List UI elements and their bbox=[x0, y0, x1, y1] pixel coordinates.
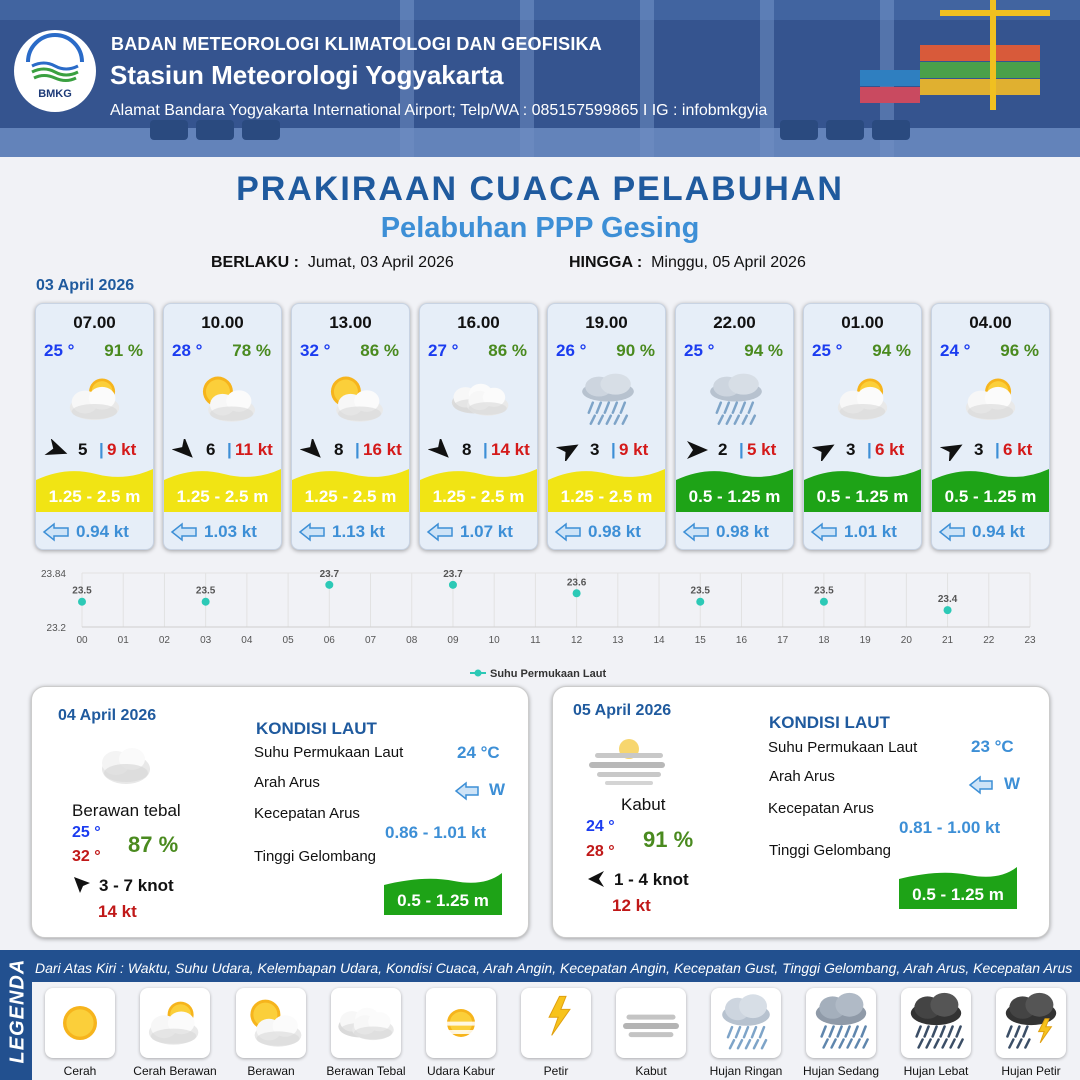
legend-item-label: Cerah bbox=[63, 1064, 97, 1078]
legend-item-box bbox=[996, 988, 1066, 1058]
chart-data-point bbox=[820, 598, 828, 606]
card-temperature: 24 ° bbox=[940, 341, 971, 360]
card-current-row bbox=[554, 520, 662, 542]
card-current-row bbox=[810, 520, 918, 542]
card-wind-row bbox=[170, 439, 278, 461]
kondisi-title: KONDISI LAUT bbox=[256, 719, 377, 738]
legend-item-box bbox=[426, 988, 496, 1058]
card-wave-height: 1.25 - 2.5 m bbox=[304, 487, 397, 506]
card-wind-row bbox=[810, 439, 918, 461]
chart-x-tick-label: 01 bbox=[117, 635, 129, 646]
chart-data-label: 23.7 bbox=[443, 568, 463, 580]
chart-data-point bbox=[78, 598, 86, 606]
station-address: Alamat Bandara Yogyakarta International Airport; Telp/WA : 085157599865 I IG : infobmkgyia bbox=[110, 102, 768, 119]
wind-arrow-icon bbox=[428, 439, 454, 461]
partly-cloudy-icon bbox=[314, 368, 390, 430]
card-time: 19.00 bbox=[585, 313, 628, 332]
valid-from bbox=[211, 254, 454, 272]
panel-humidity: 87 % bbox=[128, 832, 179, 857]
current-arrow-icon bbox=[968, 775, 994, 795]
wind-arrow-icon bbox=[44, 439, 70, 461]
lightning-icon bbox=[521, 988, 591, 1058]
chart-y-tick-label: 23.84 bbox=[40, 569, 66, 580]
panel-gust: 14 kt bbox=[98, 902, 137, 921]
chart-legend-label: Suhu Permukaan Laut bbox=[490, 668, 607, 680]
card-temperature: 26 ° bbox=[556, 341, 587, 360]
light-rain-icon bbox=[711, 988, 781, 1058]
card-humidity: 86 % bbox=[488, 341, 527, 360]
current-speed-value: 0.86 - 1.01 kt bbox=[385, 823, 487, 842]
chart-x-tick-label: 21 bbox=[942, 635, 954, 646]
card-wave-height: 1.25 - 2.5 m bbox=[48, 487, 141, 506]
chart-data-point bbox=[696, 598, 704, 606]
card-wave-height: 0.5 - 1.25 m bbox=[688, 487, 781, 506]
thick-cloud-icon bbox=[331, 988, 401, 1058]
chart-data-label: 23.7 bbox=[319, 568, 340, 580]
valid-from-label: BERLAKU : bbox=[211, 254, 299, 271]
legend-item-box bbox=[140, 988, 210, 1058]
chart-data-label: 23.5 bbox=[690, 585, 710, 597]
chart-y-tick-label: 23.2 bbox=[46, 623, 66, 634]
card-wind-gust: 6 kt bbox=[875, 440, 905, 459]
wind-arrow-icon bbox=[172, 439, 198, 461]
chart-data-label: 23.5 bbox=[72, 585, 92, 597]
chart-data-point bbox=[449, 581, 457, 589]
chart-x-tick-label: 04 bbox=[241, 635, 253, 646]
current-arrow-icon bbox=[938, 522, 966, 542]
legend-item-box bbox=[901, 988, 971, 1058]
card-time: 01.00 bbox=[841, 313, 884, 332]
sst-value: 24 °C bbox=[457, 743, 500, 762]
chart-x-tick-label: 08 bbox=[406, 635, 418, 646]
card-time: 22.00 bbox=[713, 313, 756, 332]
cloudy-sun-icon bbox=[58, 368, 134, 430]
card-humidity: 94 % bbox=[872, 341, 911, 360]
card-wave-height: 1.25 - 2.5 m bbox=[176, 487, 269, 506]
chart-x-tick-label: 20 bbox=[900, 635, 912, 646]
sst-label: Suhu Permukaan Laut bbox=[254, 744, 404, 761]
card-wind-separator: | bbox=[99, 440, 104, 459]
card-wind-speed: 3 bbox=[590, 440, 600, 459]
current-dir-value: W bbox=[489, 780, 506, 799]
card-wave-height: 1.25 - 2.5 m bbox=[560, 487, 653, 506]
forecast-card bbox=[803, 303, 922, 550]
forecast-card bbox=[291, 303, 410, 550]
card-wind-separator: | bbox=[611, 440, 616, 459]
light-rain-icon bbox=[570, 368, 646, 430]
legend-item-box bbox=[711, 988, 781, 1058]
card-temperature: 25 ° bbox=[44, 341, 75, 360]
valid-to bbox=[569, 254, 806, 272]
current-arrow-icon bbox=[298, 522, 326, 542]
legend-item-box bbox=[616, 988, 686, 1058]
chart-x-tick-label: 15 bbox=[694, 635, 706, 646]
chart-x-tick-label: 22 bbox=[983, 635, 995, 646]
thunderstorm-icon bbox=[996, 988, 1066, 1058]
page-title: PRAKIRAAN CUACA PELABUHAN bbox=[236, 170, 844, 208]
legend-item-box bbox=[45, 988, 115, 1058]
chart-data-label: 23.6 bbox=[566, 577, 587, 589]
wind-arrow-icon bbox=[812, 439, 838, 461]
panel-weather-desc: Kabut bbox=[621, 795, 666, 814]
legend-item-label: Berawan Tebal bbox=[326, 1064, 406, 1078]
panel-humidity: 91 % bbox=[643, 827, 694, 852]
thick-cloud-icon bbox=[90, 739, 160, 789]
chart-x-tick-label: 13 bbox=[612, 635, 624, 646]
panel-temp-min: 25 ° bbox=[72, 824, 101, 841]
current-speed-label: Kecepatan Arus bbox=[768, 800, 874, 817]
partly-cloudy-icon bbox=[186, 368, 262, 430]
card-humidity: 86 % bbox=[360, 341, 399, 360]
chart-x-tick-label: 14 bbox=[653, 635, 665, 646]
thick-cloud-icon bbox=[442, 368, 518, 430]
legend-item-box bbox=[236, 988, 306, 1058]
bmkg-logo bbox=[14, 30, 96, 112]
card-current-row bbox=[682, 520, 790, 542]
sst-label: Suhu Permukaan Laut bbox=[768, 739, 918, 756]
legend-item-label: Hujan Sedang bbox=[802, 1064, 880, 1078]
card-current-speed: 1.07 kt bbox=[460, 522, 513, 541]
legend-item-box bbox=[521, 988, 591, 1058]
current-dir-value: W bbox=[1004, 774, 1021, 793]
panel-day2 bbox=[31, 686, 529, 938]
card-current-speed: 0.94 kt bbox=[76, 522, 129, 541]
card-wave-height: 0.5 - 1.25 m bbox=[816, 487, 909, 506]
panel-temp-max: 32 ° bbox=[72, 848, 101, 865]
chart-x-tick-label: 02 bbox=[158, 635, 170, 646]
card-current-row bbox=[938, 520, 1046, 542]
card-wind-row bbox=[682, 439, 790, 461]
card-current-speed: 0.94 kt bbox=[972, 522, 1025, 541]
card-temperature: 27 ° bbox=[428, 341, 459, 360]
card-current-row bbox=[170, 520, 278, 542]
valid-from-value: Jumat, 03 April 2026 bbox=[307, 254, 454, 271]
wind-arrow-icon bbox=[684, 439, 710, 461]
card-time: 04.00 bbox=[969, 313, 1012, 332]
station-name: Stasiun Meteorologi Yogyakarta bbox=[110, 60, 504, 90]
card-current-row bbox=[426, 520, 534, 542]
legend-item-label: Berawan bbox=[247, 1064, 295, 1078]
card-wind-speed: 6 bbox=[206, 440, 216, 459]
chart-data-point bbox=[202, 598, 210, 606]
forecast-card bbox=[35, 303, 154, 550]
panel-wind: 3 - 7 knot bbox=[99, 876, 174, 895]
haze-icon bbox=[426, 988, 496, 1058]
card-wind-speed: 2 bbox=[718, 440, 728, 459]
panel-date: 05 April 2026 bbox=[573, 702, 672, 719]
card-temperature: 28 ° bbox=[172, 341, 203, 360]
legend-item-label: Hujan Petir bbox=[1001, 1064, 1061, 1078]
panel-weather-desc: Berawan tebal bbox=[72, 801, 181, 820]
card-wind-row bbox=[426, 439, 534, 461]
card-time: 10.00 bbox=[201, 313, 244, 332]
card-temperature: 25 ° bbox=[812, 341, 843, 360]
cloudy-sun-icon bbox=[140, 988, 210, 1058]
page-subtitle: Pelabuhan PPP Gesing bbox=[380, 212, 700, 244]
chart-x-tick-label: 18 bbox=[818, 635, 830, 646]
bmkg-emblem-icon bbox=[14, 30, 96, 90]
legend-item-label: Hujan Ringan bbox=[709, 1064, 783, 1078]
legend-item-label: Petir bbox=[543, 1064, 569, 1078]
current-arrow-icon bbox=[682, 522, 710, 542]
logo-text: BMKG bbox=[38, 88, 72, 100]
card-wind-row bbox=[554, 439, 662, 461]
card-wind-separator: | bbox=[867, 440, 872, 459]
chart-x-tick-label: 11 bbox=[530, 635, 541, 646]
forecast-card bbox=[547, 303, 666, 550]
chart-x-tick-label: 00 bbox=[76, 635, 88, 646]
card-wind-speed: 8 bbox=[334, 440, 344, 459]
light-rain-icon bbox=[698, 368, 774, 430]
current-arrow-icon bbox=[170, 522, 198, 542]
chart-data-label: 23.4 bbox=[937, 594, 958, 606]
agency-name: BADAN METEOROLOGI KLIMATOLOGI DAN GEOFISIKA bbox=[111, 34, 602, 54]
current-dir-label: Arah Arus bbox=[769, 768, 835, 785]
card-time: 13.00 bbox=[329, 313, 372, 332]
legend-item-label: Udara Kabur bbox=[426, 1064, 496, 1078]
sun-icon bbox=[45, 988, 115, 1058]
wind-arrow-icon bbox=[586, 869, 608, 889]
forecast-card bbox=[419, 303, 538, 550]
card-wind-separator: | bbox=[227, 440, 232, 459]
card-wind-separator: | bbox=[355, 440, 360, 459]
panel-gust: 12 kt bbox=[612, 896, 651, 915]
panel-day3 bbox=[552, 686, 1050, 938]
wave-height-value: 0.5 - 1.25 m bbox=[397, 891, 489, 910]
card-temperature: 25 ° bbox=[684, 341, 715, 360]
chart-x-tick-label: 10 bbox=[488, 635, 500, 646]
current-arrow-icon bbox=[554, 522, 582, 542]
card-humidity: 78 % bbox=[232, 341, 271, 360]
kondisi-title: KONDISI LAUT bbox=[769, 713, 890, 732]
card-current-speed: 1.03 kt bbox=[204, 522, 257, 541]
card-wind-gust: 9 kt bbox=[107, 440, 137, 459]
card-humidity: 94 % bbox=[744, 341, 783, 360]
legend-item-box bbox=[331, 988, 401, 1058]
chart-data-point bbox=[573, 589, 581, 597]
card-wind-gust: 16 kt bbox=[363, 440, 402, 459]
cloudy-sun-icon bbox=[826, 368, 902, 430]
card-wind-gust: 14 kt bbox=[491, 440, 530, 459]
card-current-row bbox=[298, 520, 406, 542]
panel-wind: 1 - 4 knot bbox=[614, 870, 689, 889]
day1-date: 03 April 2026 bbox=[36, 277, 135, 294]
chart-x-tick-label: 07 bbox=[364, 635, 377, 646]
card-wind-gust: 11 kt bbox=[235, 440, 273, 459]
card-wind-gust: 5 kt bbox=[747, 440, 777, 459]
current-dir-label: Arah Arus bbox=[254, 774, 320, 791]
card-wind-row bbox=[298, 439, 406, 461]
legend-item-box bbox=[806, 988, 876, 1058]
chart-data-point bbox=[325, 581, 333, 589]
forecast-card bbox=[675, 303, 794, 550]
card-time: 07.00 bbox=[73, 313, 116, 332]
current-arrow-icon bbox=[426, 522, 454, 542]
wave-height-value: 0.5 - 1.25 m bbox=[912, 885, 1004, 904]
valid-to-label: HINGGA : bbox=[569, 254, 643, 271]
chart-legend-marker bbox=[475, 670, 482, 677]
wind-arrow-icon bbox=[940, 439, 966, 461]
forecast-card bbox=[163, 303, 282, 550]
card-current-speed: 0.98 kt bbox=[588, 522, 641, 541]
chart-x-tick-label: 16 bbox=[735, 635, 748, 646]
card-wave-height: 1.25 - 2.5 m bbox=[432, 487, 525, 506]
card-humidity: 90 % bbox=[616, 341, 655, 360]
wave-label: Tinggi Gelombang bbox=[769, 842, 892, 859]
card-humidity: 91 % bbox=[104, 341, 143, 360]
legend-item-label: Hujan Lebat bbox=[903, 1064, 969, 1078]
chart-x-tick-label: 23 bbox=[1024, 635, 1036, 646]
sst-chart bbox=[30, 565, 1050, 685]
card-current-speed: 1.13 kt bbox=[332, 522, 385, 541]
chart-x-tick-label: 03 bbox=[200, 635, 212, 646]
forecast-card bbox=[931, 303, 1050, 550]
fog-icon bbox=[616, 988, 686, 1058]
wind-arrow-icon bbox=[72, 875, 94, 895]
card-wind-gust: 9 kt bbox=[619, 440, 649, 459]
moderate-rain-icon bbox=[806, 988, 876, 1058]
current-speed-value: 0.81 - 1.00 kt bbox=[899, 818, 1001, 837]
card-wind-row bbox=[42, 439, 150, 461]
card-wind-separator: | bbox=[995, 440, 1000, 459]
legend-description: Dari Atas Kiri : Waktu, Suhu Udara, Kelembapan Udara, Kondisi Cuaca, Arah Angin, Kecepatan Angin, Kecepatan Gust, Tinggi Gelombang, Arah Arus, Kecepatan Arus bbox=[35, 960, 1073, 976]
card-wind-speed: 3 bbox=[846, 440, 856, 459]
chart-x-tick-label: 09 bbox=[447, 635, 459, 646]
partly-cloudy-icon bbox=[236, 988, 306, 1058]
wave-label: Tinggi Gelombang bbox=[254, 848, 377, 865]
current-speed-label: Kecepatan Arus bbox=[254, 805, 360, 822]
current-arrow-icon bbox=[810, 522, 838, 542]
wind-arrow-icon bbox=[556, 439, 582, 461]
card-wind-speed: 8 bbox=[462, 440, 472, 459]
current-arrow-icon bbox=[454, 781, 480, 801]
card-wind-separator: | bbox=[483, 440, 488, 459]
panel-temp-min: 24 ° bbox=[586, 818, 615, 835]
legend-item-label: Cerah Berawan bbox=[133, 1064, 217, 1078]
cloudy-sun-icon bbox=[954, 368, 1030, 430]
legend-item-label: Kabut bbox=[635, 1064, 667, 1078]
legend-title: LEGENDA bbox=[6, 958, 29, 1064]
chart-x-tick-label: 06 bbox=[323, 635, 335, 646]
card-current-speed: 0.98 kt bbox=[716, 522, 769, 541]
card-current-row bbox=[42, 520, 150, 542]
heavy-rain-icon bbox=[901, 988, 971, 1058]
panel-date: 04 April 2026 bbox=[58, 707, 157, 724]
card-wind-gust: 6 kt bbox=[1003, 440, 1033, 459]
fog-icon bbox=[587, 733, 671, 789]
chart-data-label: 23.5 bbox=[814, 585, 834, 597]
wind-arrow-icon bbox=[300, 439, 326, 461]
chart-data-point bbox=[944, 606, 952, 614]
valid-to-value: Minggu, 05 April 2026 bbox=[651, 254, 806, 271]
card-wind-separator: | bbox=[739, 440, 744, 459]
card-temperature: 32 ° bbox=[300, 341, 331, 360]
chart-x-tick-label: 19 bbox=[859, 635, 871, 646]
panel-temp-max: 28 ° bbox=[586, 843, 615, 860]
card-wave-height: 0.5 - 1.25 m bbox=[944, 487, 1037, 506]
chart-x-tick-label: 17 bbox=[777, 635, 789, 646]
card-wind-speed: 3 bbox=[974, 440, 984, 459]
card-current-speed: 1.01 kt bbox=[844, 522, 897, 541]
chart-data-label: 23.5 bbox=[195, 585, 216, 597]
sst-value: 23 °C bbox=[971, 737, 1014, 756]
card-wind-speed: 5 bbox=[78, 440, 88, 459]
chart-x-tick-label: 05 bbox=[282, 635, 294, 646]
current-arrow-icon bbox=[42, 522, 70, 542]
header-banner bbox=[0, 0, 1080, 157]
card-humidity: 96 % bbox=[1000, 341, 1039, 360]
chart-x-tick-label: 12 bbox=[571, 635, 583, 646]
card-time: 16.00 bbox=[457, 313, 500, 332]
card-wind-row bbox=[938, 439, 1046, 461]
